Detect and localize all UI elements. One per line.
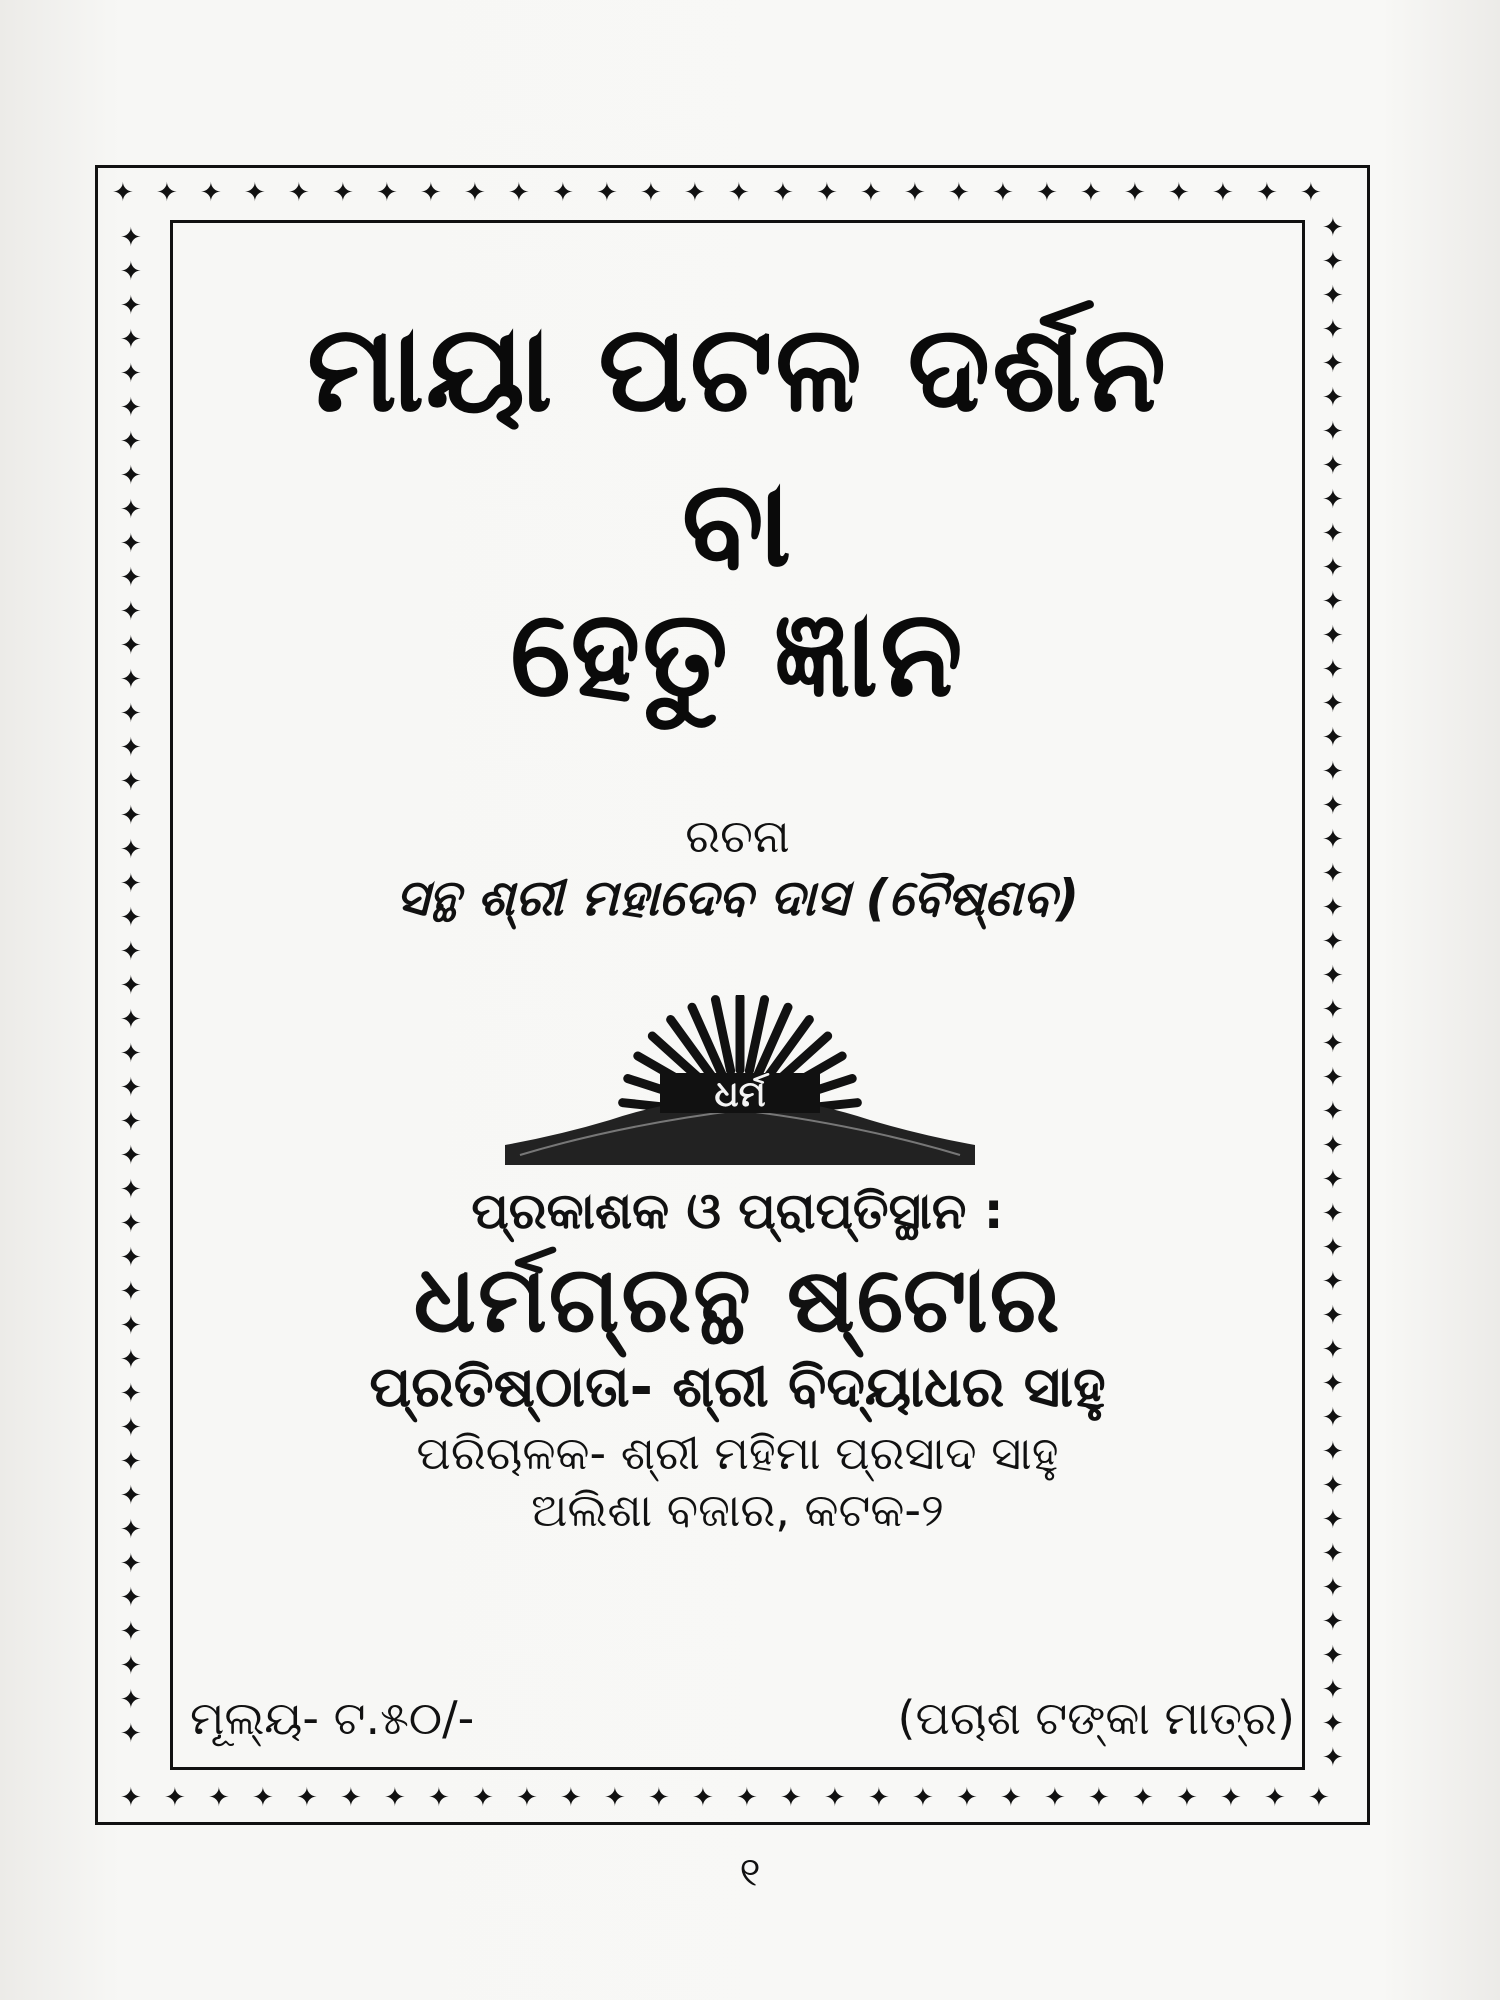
diamond-cross-icon: ✦ — [120, 1277, 142, 1307]
diamond-cross-icon: ✦ — [1044, 1783, 1066, 1813]
diamond-cross-icon: ✦ — [1322, 1641, 1344, 1671]
diamond-cross-icon: ✦ — [736, 1783, 758, 1813]
logo-text: ଧର୍ମ — [714, 1074, 766, 1115]
diamond-cross-icon: ✦ — [420, 178, 442, 208]
diamond-cross-icon: ✦ — [1322, 519, 1344, 549]
page-number: ୧ — [739, 1850, 761, 1896]
diamond-cross-icon: ✦ — [120, 733, 142, 763]
diamond-cross-icon: ✦ — [120, 1549, 142, 1579]
diamond-cross-icon: ✦ — [1322, 791, 1344, 821]
diamond-cross-icon: ✦ — [1212, 178, 1234, 208]
diamond-cross-icon: ✦ — [1264, 1783, 1286, 1813]
diamond-cross-icon: ✦ — [464, 178, 486, 208]
diamond-cross-icon: ✦ — [604, 1783, 626, 1813]
diamond-cross-icon: ✦ — [120, 291, 142, 321]
diamond-cross-icon: ✦ — [120, 699, 142, 729]
diamond-cross-icon: ✦ — [120, 903, 142, 933]
diamond-cross-icon: ✦ — [120, 1175, 142, 1205]
diamond-cross-icon: ✦ — [1322, 655, 1344, 685]
diamond-cross-icon: ✦ — [120, 631, 142, 661]
diamond-cross-icon: ✦ — [1322, 587, 1344, 617]
diamond-cross-icon: ✦ — [1176, 1783, 1198, 1813]
diamond-cross-icon: ✦ — [684, 178, 706, 208]
diamond-cross-icon: ✦ — [1322, 1573, 1344, 1603]
address-line: ଅଲିଶା ବଜାର, କଟକ-୨ — [531, 1483, 944, 1537]
diamond-cross-icon: ✦ — [1000, 1783, 1022, 1813]
diamond-cross-icon: ✦ — [120, 1413, 142, 1443]
diamond-cross-icon: ✦ — [1322, 1403, 1344, 1433]
diamond-cross-icon: ✦ — [692, 1783, 714, 1813]
diamond-cross-icon: ✦ — [1322, 1165, 1344, 1195]
diamond-cross-icon: ✦ — [1322, 281, 1344, 311]
diamond-cross-icon: ✦ — [1322, 1301, 1344, 1331]
diamond-cross-icon: ✦ — [472, 1783, 494, 1813]
diamond-cross-icon: ✦ — [1322, 859, 1344, 889]
diamond-cross-icon: ✦ — [120, 1005, 142, 1035]
diamond-cross-icon: ✦ — [1036, 178, 1058, 208]
diamond-cross-icon: ✦ — [816, 178, 838, 208]
diamond-cross-icon: ✦ — [384, 1783, 406, 1813]
diamond-cross-icon: ✦ — [120, 1209, 142, 1239]
diamond-cross-icon: ✦ — [120, 1515, 142, 1545]
diamond-cross-icon: ✦ — [1322, 315, 1344, 345]
diamond-cross-icon: ✦ — [120, 223, 142, 253]
diamond-cross-icon: ✦ — [1168, 178, 1190, 208]
diamond-cross-icon: ✦ — [1256, 178, 1278, 208]
diamond-cross-icon: ✦ — [1322, 1029, 1344, 1059]
diamond-cross-icon: ✦ — [120, 325, 142, 355]
diamond-cross-icon: ✦ — [120, 1617, 142, 1647]
diamond-cross-icon: ✦ — [1322, 1063, 1344, 1093]
diamond-cross-icon: ✦ — [1088, 1783, 1110, 1813]
price: ମୂଲ୍ୟ- ଟ.୫୦/- — [190, 1691, 475, 1745]
diamond-cross-icon: ✦ — [1322, 961, 1344, 991]
diamond-cross-icon: ✦ — [1322, 485, 1344, 515]
director-line: ପରିଚାଳକ- ଶ୍ରୀ ମହିମା ପ୍ରସାଦ ସାହୁ — [416, 1426, 1059, 1480]
diamond-cross-icon: ✦ — [120, 1073, 142, 1103]
diamond-cross-icon: ✦ — [164, 1783, 186, 1813]
diamond-cross-icon: ✦ — [120, 937, 142, 967]
diamond-cross-icon: ✦ — [120, 359, 142, 389]
diamond-cross-icon: ✦ — [120, 971, 142, 1001]
diamond-cross-icon: ✦ — [120, 257, 142, 287]
diamond-cross-icon: ✦ — [120, 1345, 142, 1375]
diamond-cross-icon: ✦ — [120, 529, 142, 559]
diamond-cross-icon: ✦ — [552, 178, 574, 208]
diamond-cross-icon: ✦ — [332, 178, 354, 208]
diamond-cross-icon: ✦ — [560, 1783, 582, 1813]
diamond-cross-icon: ✦ — [1322, 1607, 1344, 1637]
title-line-3: ହେତୁ ଜ୍ଞାନ — [510, 585, 965, 724]
diamond-cross-icon: ✦ — [120, 1783, 142, 1813]
diamond-cross-icon: ✦ — [112, 178, 134, 208]
diamond-cross-icon: ✦ — [1322, 1097, 1344, 1127]
diamond-cross-icon: ✦ — [208, 1783, 230, 1813]
diamond-cross-icon: ✦ — [120, 1141, 142, 1171]
diamond-cross-icon: ✦ — [120, 1651, 142, 1681]
diamond-cross-icon: ✦ — [1322, 349, 1344, 379]
diamond-cross-icon: ✦ — [1322, 1505, 1344, 1535]
diamond-cross-icon: ✦ — [1322, 1131, 1344, 1161]
diamond-cross-icon: ✦ — [1322, 1709, 1344, 1739]
rising-sun-emblem-icon — [500, 995, 980, 1170]
diamond-cross-icon: ✦ — [1322, 383, 1344, 413]
diamond-cross-icon: ✦ — [120, 801, 142, 831]
diamond-cross-icon: ✦ — [120, 1481, 142, 1511]
diamond-cross-icon: ✦ — [1322, 723, 1344, 753]
diamond-cross-icon: ✦ — [428, 1783, 450, 1813]
diamond-cross-icon: ✦ — [1322, 1437, 1344, 1467]
publisher-label: ପ୍ରକାଶକ ଓ ପ୍ରାପ୍ତିସ୍ଥାନ : — [471, 1182, 1004, 1240]
diamond-cross-icon: ✦ — [120, 495, 142, 525]
diamond-cross-icon: ✦ — [1322, 893, 1344, 923]
diamond-cross-icon: ✦ — [120, 835, 142, 865]
diamond-cross-icon: ✦ — [340, 1783, 362, 1813]
diamond-cross-icon: ✦ — [120, 563, 142, 593]
diamond-cross-icon: ✦ — [1322, 1743, 1344, 1773]
diamond-cross-icon: ✦ — [1322, 995, 1344, 1025]
diamond-cross-icon: ✦ — [200, 178, 222, 208]
diamond-cross-icon: ✦ — [1300, 178, 1322, 208]
diamond-cross-icon: ✦ — [120, 1447, 142, 1477]
diamond-cross-icon: ✦ — [648, 1783, 670, 1813]
diamond-cross-icon: ✦ — [1322, 621, 1344, 651]
diamond-cross-icon: ✦ — [1322, 1335, 1344, 1365]
diamond-cross-icon: ✦ — [288, 178, 310, 208]
diamond-cross-icon: ✦ — [120, 1311, 142, 1341]
diamond-cross-icon: ✦ — [516, 1783, 538, 1813]
diamond-cross-icon: ✦ — [772, 178, 794, 208]
diamond-cross-icon: ✦ — [120, 869, 142, 899]
diamond-cross-icon: ✦ — [120, 597, 142, 627]
diamond-cross-icon: ✦ — [1322, 1471, 1344, 1501]
diamond-cross-icon: ✦ — [948, 178, 970, 208]
diamond-cross-icon: ✦ — [120, 1379, 142, 1409]
diamond-cross-icon: ✦ — [1322, 1539, 1344, 1569]
diamond-cross-icon: ✦ — [728, 178, 750, 208]
diamond-cross-icon: ✦ — [1132, 1783, 1154, 1813]
diamond-cross-icon: ✦ — [120, 1685, 142, 1715]
diamond-cross-icon: ✦ — [1322, 927, 1344, 957]
diamond-cross-icon: ✦ — [1308, 1783, 1330, 1813]
diamond-cross-icon: ✦ — [912, 1783, 934, 1813]
diamond-cross-icon: ✦ — [1322, 757, 1344, 787]
diamond-cross-icon: ✦ — [120, 1107, 142, 1137]
diamond-cross-icon: ✦ — [596, 178, 618, 208]
diamond-cross-icon: ✦ — [1220, 1783, 1242, 1813]
diamond-cross-icon: ✦ — [120, 427, 142, 457]
diamond-cross-icon: ✦ — [992, 178, 1014, 208]
diamond-cross-icon: ✦ — [120, 1039, 142, 1069]
author-name: ସନ୍ଥ ଶ୍ରୀ ମହାଦେବ ଦାସ (ବୈଷ୍ଣବ) — [395, 869, 1080, 927]
title-line-2: ବା — [681, 455, 794, 594]
diamond-cross-icon: ✦ — [120, 1243, 142, 1273]
diamond-cross-icon: ✦ — [1322, 213, 1344, 243]
diamond-cross-icon: ✦ — [868, 1783, 890, 1813]
store-name: ଧର୍ମଗ୍ରନ୍ଥ ଷ୍ଟୋର — [413, 1246, 1062, 1353]
diamond-cross-icon: ✦ — [1322, 1233, 1344, 1263]
diamond-cross-icon: ✦ — [1322, 553, 1344, 583]
title-line-1: ମାୟା ପଟଳ ଦର୍ଶନ — [306, 300, 1169, 439]
diamond-cross-icon: ✦ — [1322, 417, 1344, 447]
diamond-cross-icon: ✦ — [824, 1783, 846, 1813]
diamond-cross-icon: ✦ — [904, 178, 926, 208]
diamond-cross-icon: ✦ — [376, 178, 398, 208]
diamond-cross-icon: ✦ — [860, 178, 882, 208]
diamond-cross-icon: ✦ — [120, 1583, 142, 1613]
diamond-cross-icon: ✦ — [1080, 178, 1102, 208]
diamond-cross-icon: ✦ — [244, 178, 266, 208]
diamond-cross-icon: ✦ — [1322, 689, 1344, 719]
diamond-cross-icon: ✦ — [1322, 1267, 1344, 1297]
diamond-cross-icon: ✦ — [120, 665, 142, 695]
diamond-cross-icon: ✦ — [120, 461, 142, 491]
diamond-cross-icon: ✦ — [780, 1783, 802, 1813]
diamond-cross-icon: ✦ — [156, 178, 178, 208]
diamond-cross-icon: ✦ — [508, 178, 530, 208]
diamond-cross-icon: ✦ — [1322, 451, 1344, 481]
diamond-cross-icon: ✦ — [640, 178, 662, 208]
diamond-cross-icon: ✦ — [120, 767, 142, 797]
diamond-cross-icon: ✦ — [252, 1783, 274, 1813]
diamond-cross-icon: ✦ — [1322, 1675, 1344, 1705]
price-in-words: (ପଚାଶ ଟଙ୍କା ମାତ୍ର) — [897, 1691, 1295, 1745]
diamond-cross-icon: ✦ — [1322, 825, 1344, 855]
composition-label: ରଚନା — [685, 809, 790, 863]
diamond-cross-icon: ✦ — [1124, 178, 1146, 208]
diamond-cross-icon: ✦ — [120, 1719, 142, 1749]
diamond-cross-icon: ✦ — [956, 1783, 978, 1813]
diamond-cross-icon: ✦ — [1322, 1369, 1344, 1399]
diamond-cross-icon: ✦ — [1322, 247, 1344, 277]
diamond-cross-icon: ✦ — [120, 393, 142, 423]
founder-line: ପ୍ରତିଷ୍ଠାତା- ଶ୍ରୀ ବିଦ୍ୟାଧର ସାହୁ — [369, 1355, 1106, 1420]
diamond-cross-icon: ✦ — [296, 1783, 318, 1813]
diamond-cross-icon: ✦ — [1322, 1199, 1344, 1229]
